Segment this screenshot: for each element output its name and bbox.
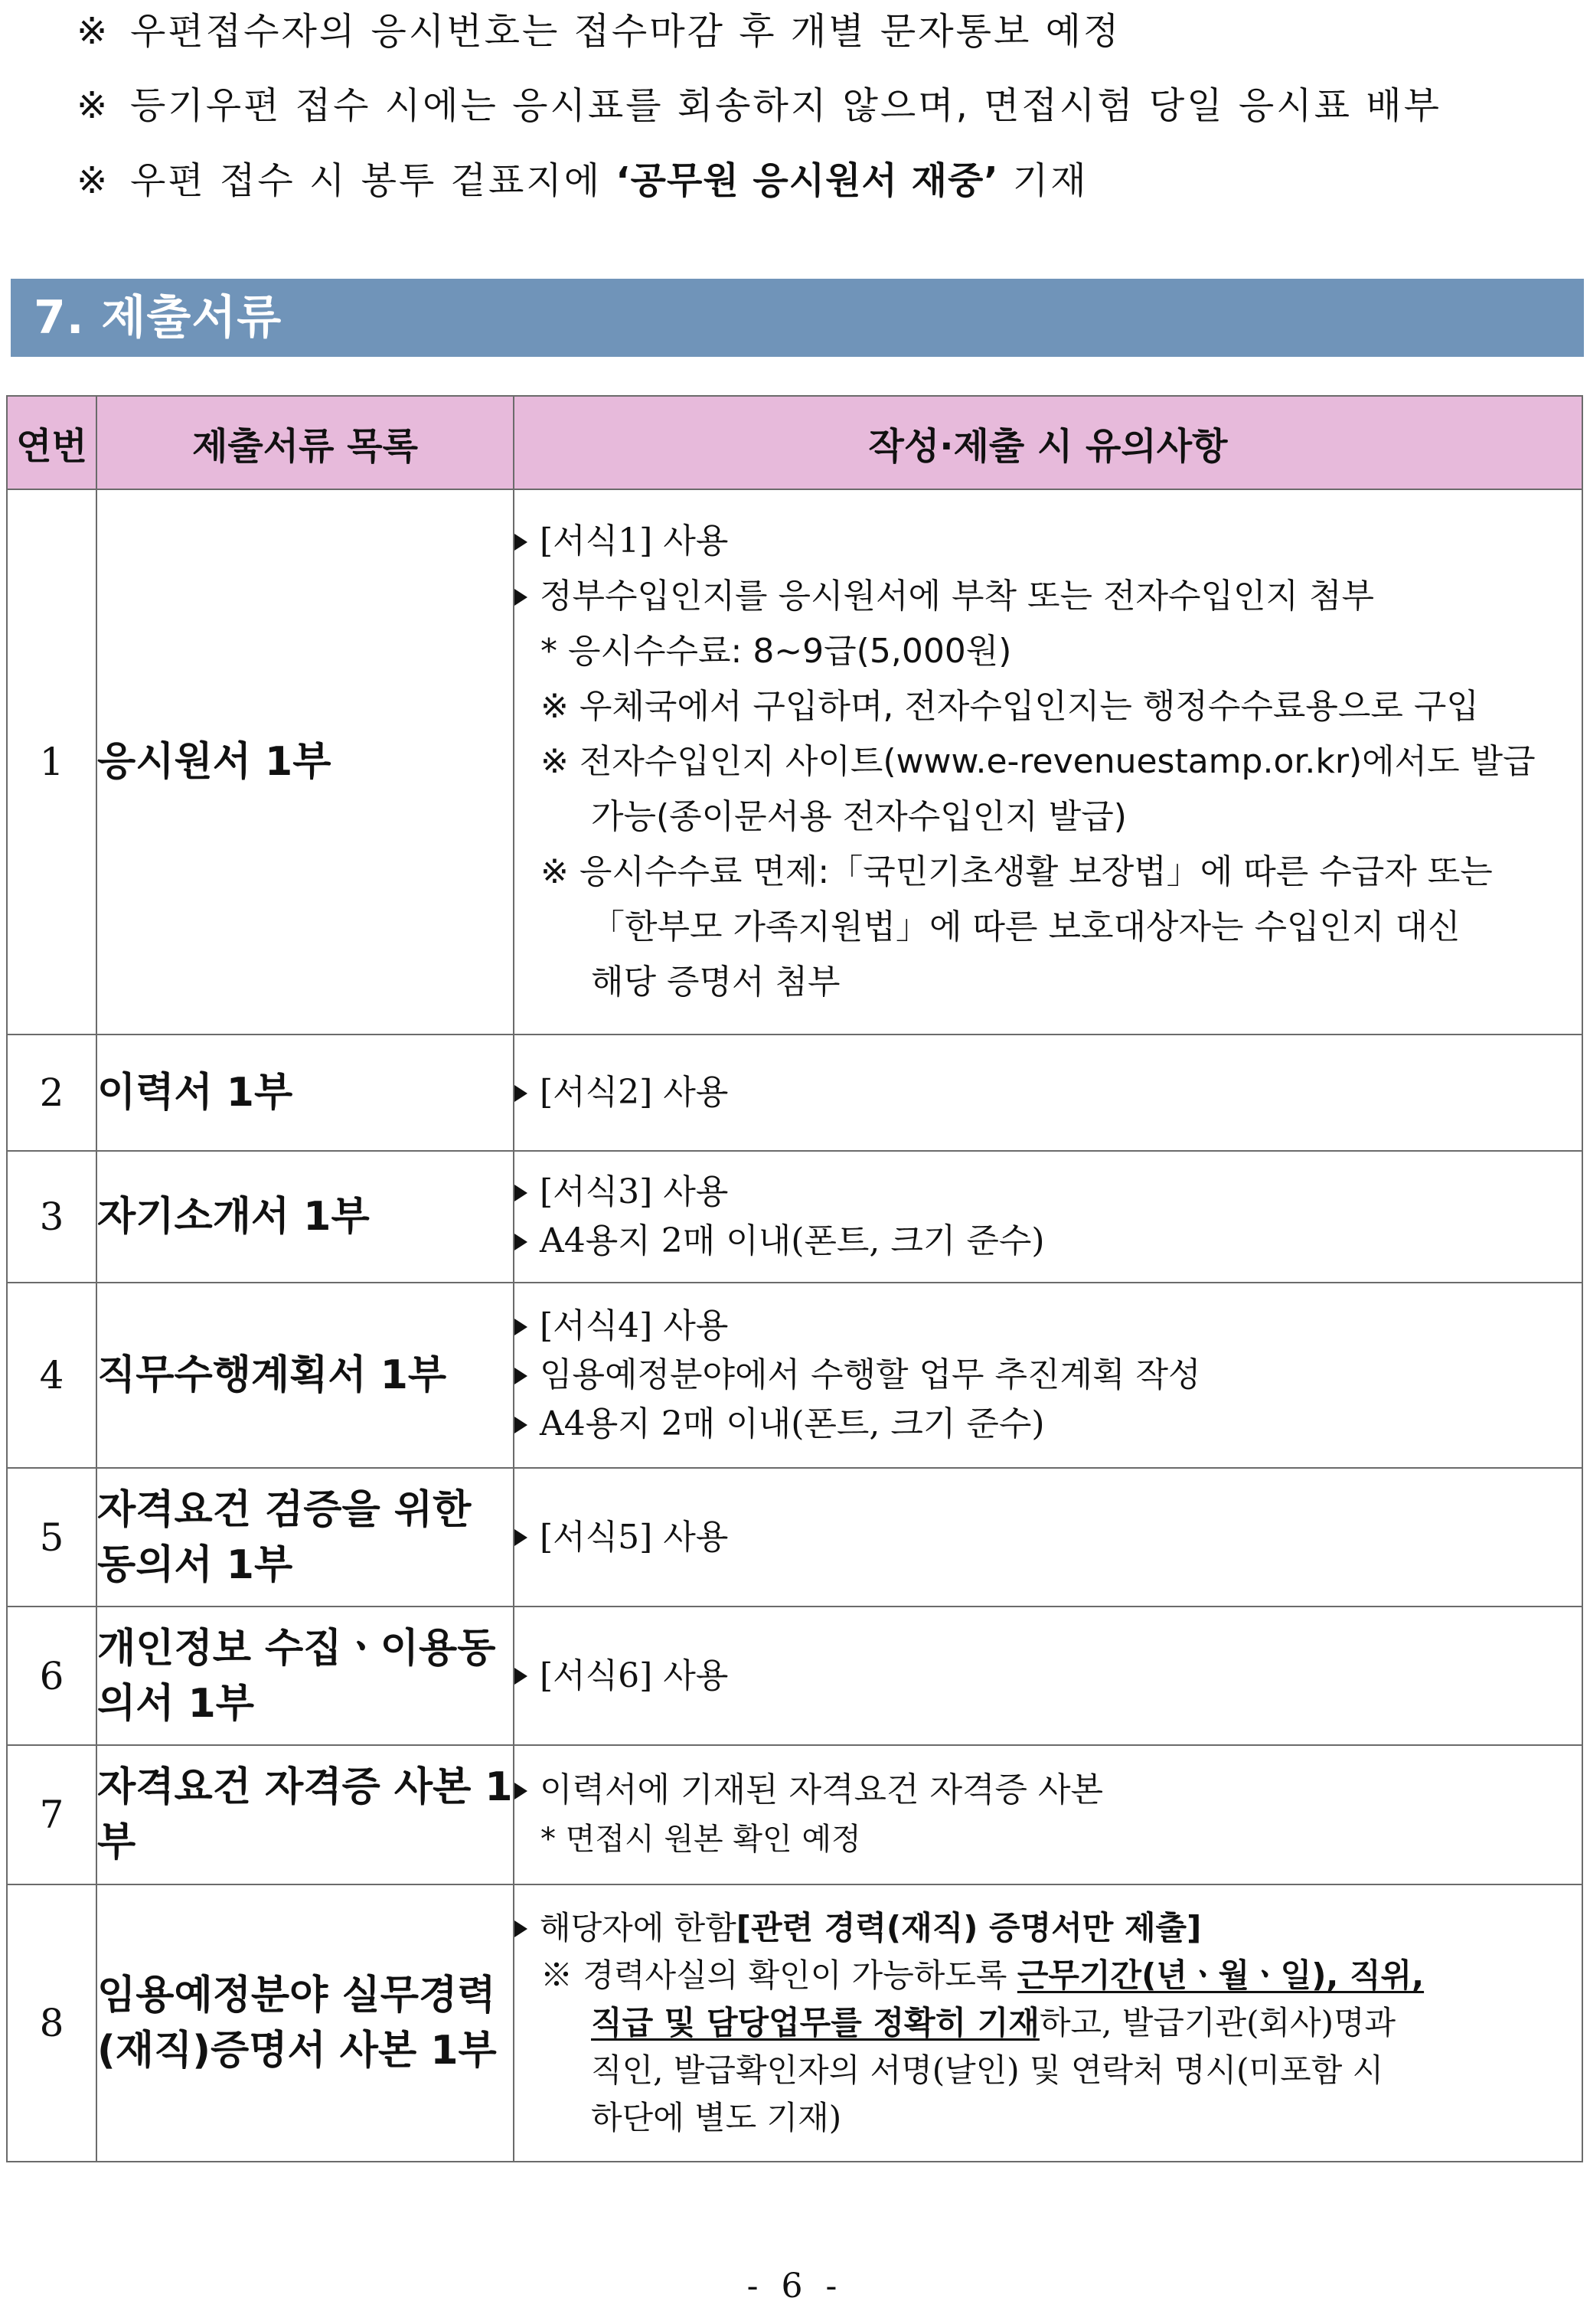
section-title: 7. 제출서류: [11, 279, 1584, 357]
note-line-2: [77, 76, 1441, 129]
line-text: A4용지 2매 이내(폰트, 크기 준수): [540, 1404, 1045, 1443]
doc-notes: [514, 1283, 1582, 1468]
notes-line: [514, 1302, 1582, 1351]
notes-line: [514, 569, 1582, 624]
notes-line: * 응시수수료: 8~9급(5,000원): [540, 632, 1012, 671]
notes-line: [514, 1766, 1582, 1815]
note-text: 등기우편 접수 시에는 응시표를 회송하지 않으며, 면접시험 당일 응시표 배부: [130, 84, 1441, 127]
bullet-triangle-icon: [514, 1920, 527, 1937]
line-text: 이력서에 기재된 자격요건 자격증 사본: [540, 1770, 1104, 1809]
note-text: 우편 접수 시 봉투 겉표지에: [130, 159, 616, 202]
row-num: 7: [7, 1745, 96, 1884]
bullet-triangle-icon: [514, 1368, 527, 1384]
doc-notes: [514, 1607, 1582, 1745]
reference-mark-icon: ※: [77, 10, 110, 53]
table-row: [7, 1283, 1582, 1468]
doc-name: 자기소개서 1부: [96, 1151, 514, 1283]
doc-notes: [514, 1151, 1582, 1283]
bullet-triangle-icon: [514, 1417, 527, 1433]
bullet-triangle-icon: [514, 1319, 527, 1335]
bullet-triangle-icon: [514, 589, 527, 606]
notes-line: [514, 1168, 1582, 1217]
header-doc: 제출서류 목록: [96, 396, 514, 489]
line-text: [서식6] 사용: [540, 1656, 729, 1695]
line-text: [서식3] 사용: [540, 1172, 729, 1211]
line-text: 임용예정분야에서 수행할 업무 추진계획 작성: [540, 1355, 1201, 1394]
line-emphasis: [관련 경력(재직) 증명서만 제출]: [736, 1909, 1202, 1946]
bullet-triangle-icon: [514, 1529, 527, 1546]
line-text: [서식4] 사용: [540, 1306, 729, 1345]
table-row: [7, 1151, 1582, 1283]
bullet-triangle-icon: [514, 1185, 527, 1201]
note-line-3: [77, 151, 1089, 204]
notes-line: ※ 우체국에서 구입하며, 전자수입인지는 행정수수료용으로 구입: [540, 687, 1479, 726]
line-text: [서식1] 사용: [540, 521, 729, 561]
note-text-tail: 기재: [998, 159, 1089, 202]
doc-name: 개인정보 수집ㆍ이용동의서 1부: [96, 1607, 514, 1745]
doc-name: 응시원서 1부: [96, 489, 514, 1035]
notes-line: [514, 1999, 1582, 2047]
notes-line: [514, 1217, 1582, 1266]
line-text: 정부수입인지를 응시원서에 부착 또는 전자수입인지 첨부: [540, 577, 1375, 616]
notes-line: [514, 1400, 1582, 1449]
reference-mark-icon: ※: [77, 84, 110, 127]
bullet-triangle-icon: [514, 1085, 527, 1102]
notes-line: 가능(종이문서용 전자수입인지 발급): [591, 797, 1127, 836]
doc-name: 이력서 1부: [96, 1035, 514, 1151]
note-line-1: [77, 2, 1121, 54]
row-num: 8: [7, 1884, 96, 2162]
line-text: A4용지 2매 이내(폰트, 크기 준수): [540, 1221, 1045, 1260]
doc-notes: [514, 1468, 1582, 1607]
doc-name: 임용예정분야 실무경력(재직)증명서 사본 1부: [96, 1884, 514, 2162]
notes-line: ※ 전자수입인지 사이트(www.e-revenuestamp.or.kr)에서도 발급: [540, 742, 1536, 781]
doc-notes: [514, 1745, 1582, 1884]
row-num: 5: [7, 1468, 96, 1607]
line-text: ※ 경력사실의 확인이 가능하도록: [540, 1956, 1017, 1994]
bullet-triangle-icon: [514, 1668, 527, 1685]
line-text: [서식5] 사용: [540, 1517, 729, 1557]
notes-line: [514, 1351, 1582, 1400]
doc-notes: [514, 489, 1582, 1035]
notes-line: [514, 1952, 1582, 1999]
table-row: [7, 1468, 1582, 1607]
bullet-triangle-icon: [514, 534, 527, 551]
line-text: 하고, 발급기관(회사)명과: [1039, 2004, 1396, 2041]
row-num: 4: [7, 1283, 96, 1468]
table-row: [7, 1035, 1582, 1151]
note-emphasis: ‘공무원 응시원서 재중’: [615, 159, 999, 202]
notes-line: [514, 514, 1582, 569]
bullet-triangle-icon: [514, 1783, 527, 1799]
reference-mark-icon: ※: [77, 159, 110, 202]
table-row: [7, 1884, 1582, 2162]
table-row: [7, 489, 1582, 1035]
table-row: [7, 1745, 1582, 1884]
doc-name: 자격요건 자격증 사본 1부: [96, 1745, 514, 1884]
header-num: 연번: [7, 396, 96, 489]
notes-line: 해당 증명서 첨부: [591, 963, 841, 1002]
notes-line: [514, 1904, 1582, 1952]
line-text: [서식2] 사용: [540, 1073, 729, 1112]
notes-line: 직인, 발급확인자의 서명(날인) 및 연락처 명시(미포함 시: [591, 2051, 1384, 2089]
header-notes: 작성·제출 시 유의사항: [514, 396, 1582, 489]
table-row: [7, 1607, 1582, 1745]
documents-table: [6, 395, 1583, 2162]
doc-name: 자격요건 검증을 위한 동의서 1부: [96, 1468, 514, 1607]
doc-notes: [514, 1884, 1582, 2162]
notes-line: [514, 1065, 1582, 1120]
table-header-row: [7, 396, 1582, 489]
notes-line: [514, 1510, 1582, 1565]
doc-name: 직무수행계획서 1부: [96, 1283, 514, 1468]
notes-line: 하단에 별도 기재): [591, 2099, 842, 2136]
notes-line: 「한부모 가족지원법」에 따른 보호대상자는 수입인지 대신: [591, 907, 1461, 946]
line-emphasis: 근무기간(년ㆍ월ㆍ일), 직위,: [1017, 1956, 1425, 1994]
row-num: 2: [7, 1035, 96, 1151]
row-num: 6: [7, 1607, 96, 1745]
note-text: 우편접수자의 응시번호는 접수마감 후 개별 문자통보 예정: [130, 10, 1121, 53]
page-number: - 6 -: [746, 2267, 844, 2306]
row-num: 1: [7, 489, 96, 1035]
bullet-triangle-icon: [514, 1234, 527, 1250]
doc-notes: [514, 1035, 1582, 1151]
notes-line: * 면접시 원본 확인 예정: [540, 1822, 861, 1857]
notes-line: [514, 1649, 1582, 1704]
line-emphasis: 직급 및 담당업무를 정확히 기재: [591, 2004, 1040, 2041]
row-num: 3: [7, 1151, 96, 1283]
line-text: 해당자에 한함: [540, 1909, 736, 1946]
notes-line: ※ 응시수수료 면제:「국민기초생활 보장법」에 따른 수급자 또는: [540, 852, 1493, 891]
